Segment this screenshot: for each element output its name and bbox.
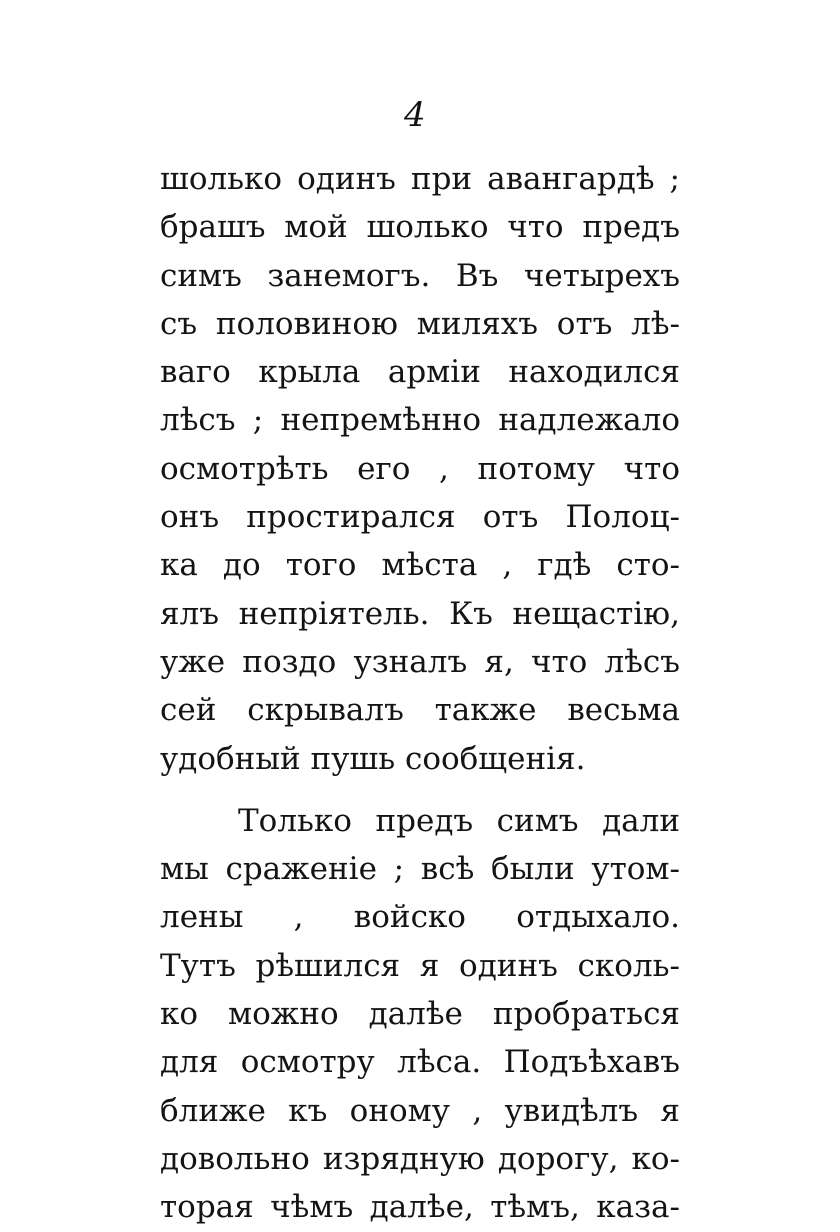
paragraph-gap (160, 783, 680, 797)
text-line: уже поздо узналъ я, что лѣсъ (160, 643, 680, 680)
text-line: Только предъ симъ дали (238, 802, 680, 839)
text-line: ка до того мѣста , гдѣ сто- (160, 547, 680, 584)
paragraph-2 (160, 797, 680, 1232)
text-line: ялъ непріятель. Къ нещастію, (160, 595, 680, 632)
text-line: симъ занемогъ. Въ четырехъ (160, 257, 680, 294)
text-line: лены , войско отдыхало. (160, 899, 680, 936)
text-line: для осмотру лѣса. Подъѣхавъ (160, 1044, 680, 1081)
text-line: осмотрѣть его , потому что (160, 450, 680, 487)
text-line: брашъ мой шолько что предъ (160, 209, 680, 246)
text-line: Тутъ рѣшился я одинъ сколь- (160, 947, 680, 984)
page-number: 4 (404, 95, 426, 135)
text-line: ближе къ оному , увидѣлъ я (160, 1092, 680, 1129)
text-line: шолько одинъ при авангардѣ ; (160, 161, 680, 197)
text-line: довольно изрядную дорогу, ко- (160, 1140, 680, 1177)
text-line: торая чѣмъ далѣе, тѣмъ, каза- (160, 1189, 680, 1226)
text-line: сей скрывалъ также весьма (160, 692, 680, 729)
text-line: ко можно далѣе пробраться (160, 996, 680, 1033)
paragraph-1 (160, 155, 680, 783)
text-line: мы сраженіе ; всѣ были утом- (160, 851, 680, 888)
text-line: удобный пушь сообщенія. (160, 740, 586, 777)
body-text (160, 155, 680, 1232)
text-line: съ половиною миляхъ отъ лѣ- (160, 305, 680, 342)
text-line: лѣсъ ; непремѣнно надлежало (160, 402, 680, 439)
text-line: ваго крыла арміи находился (160, 354, 680, 391)
text-line: онъ простирался отъ Полоц- (160, 499, 680, 536)
